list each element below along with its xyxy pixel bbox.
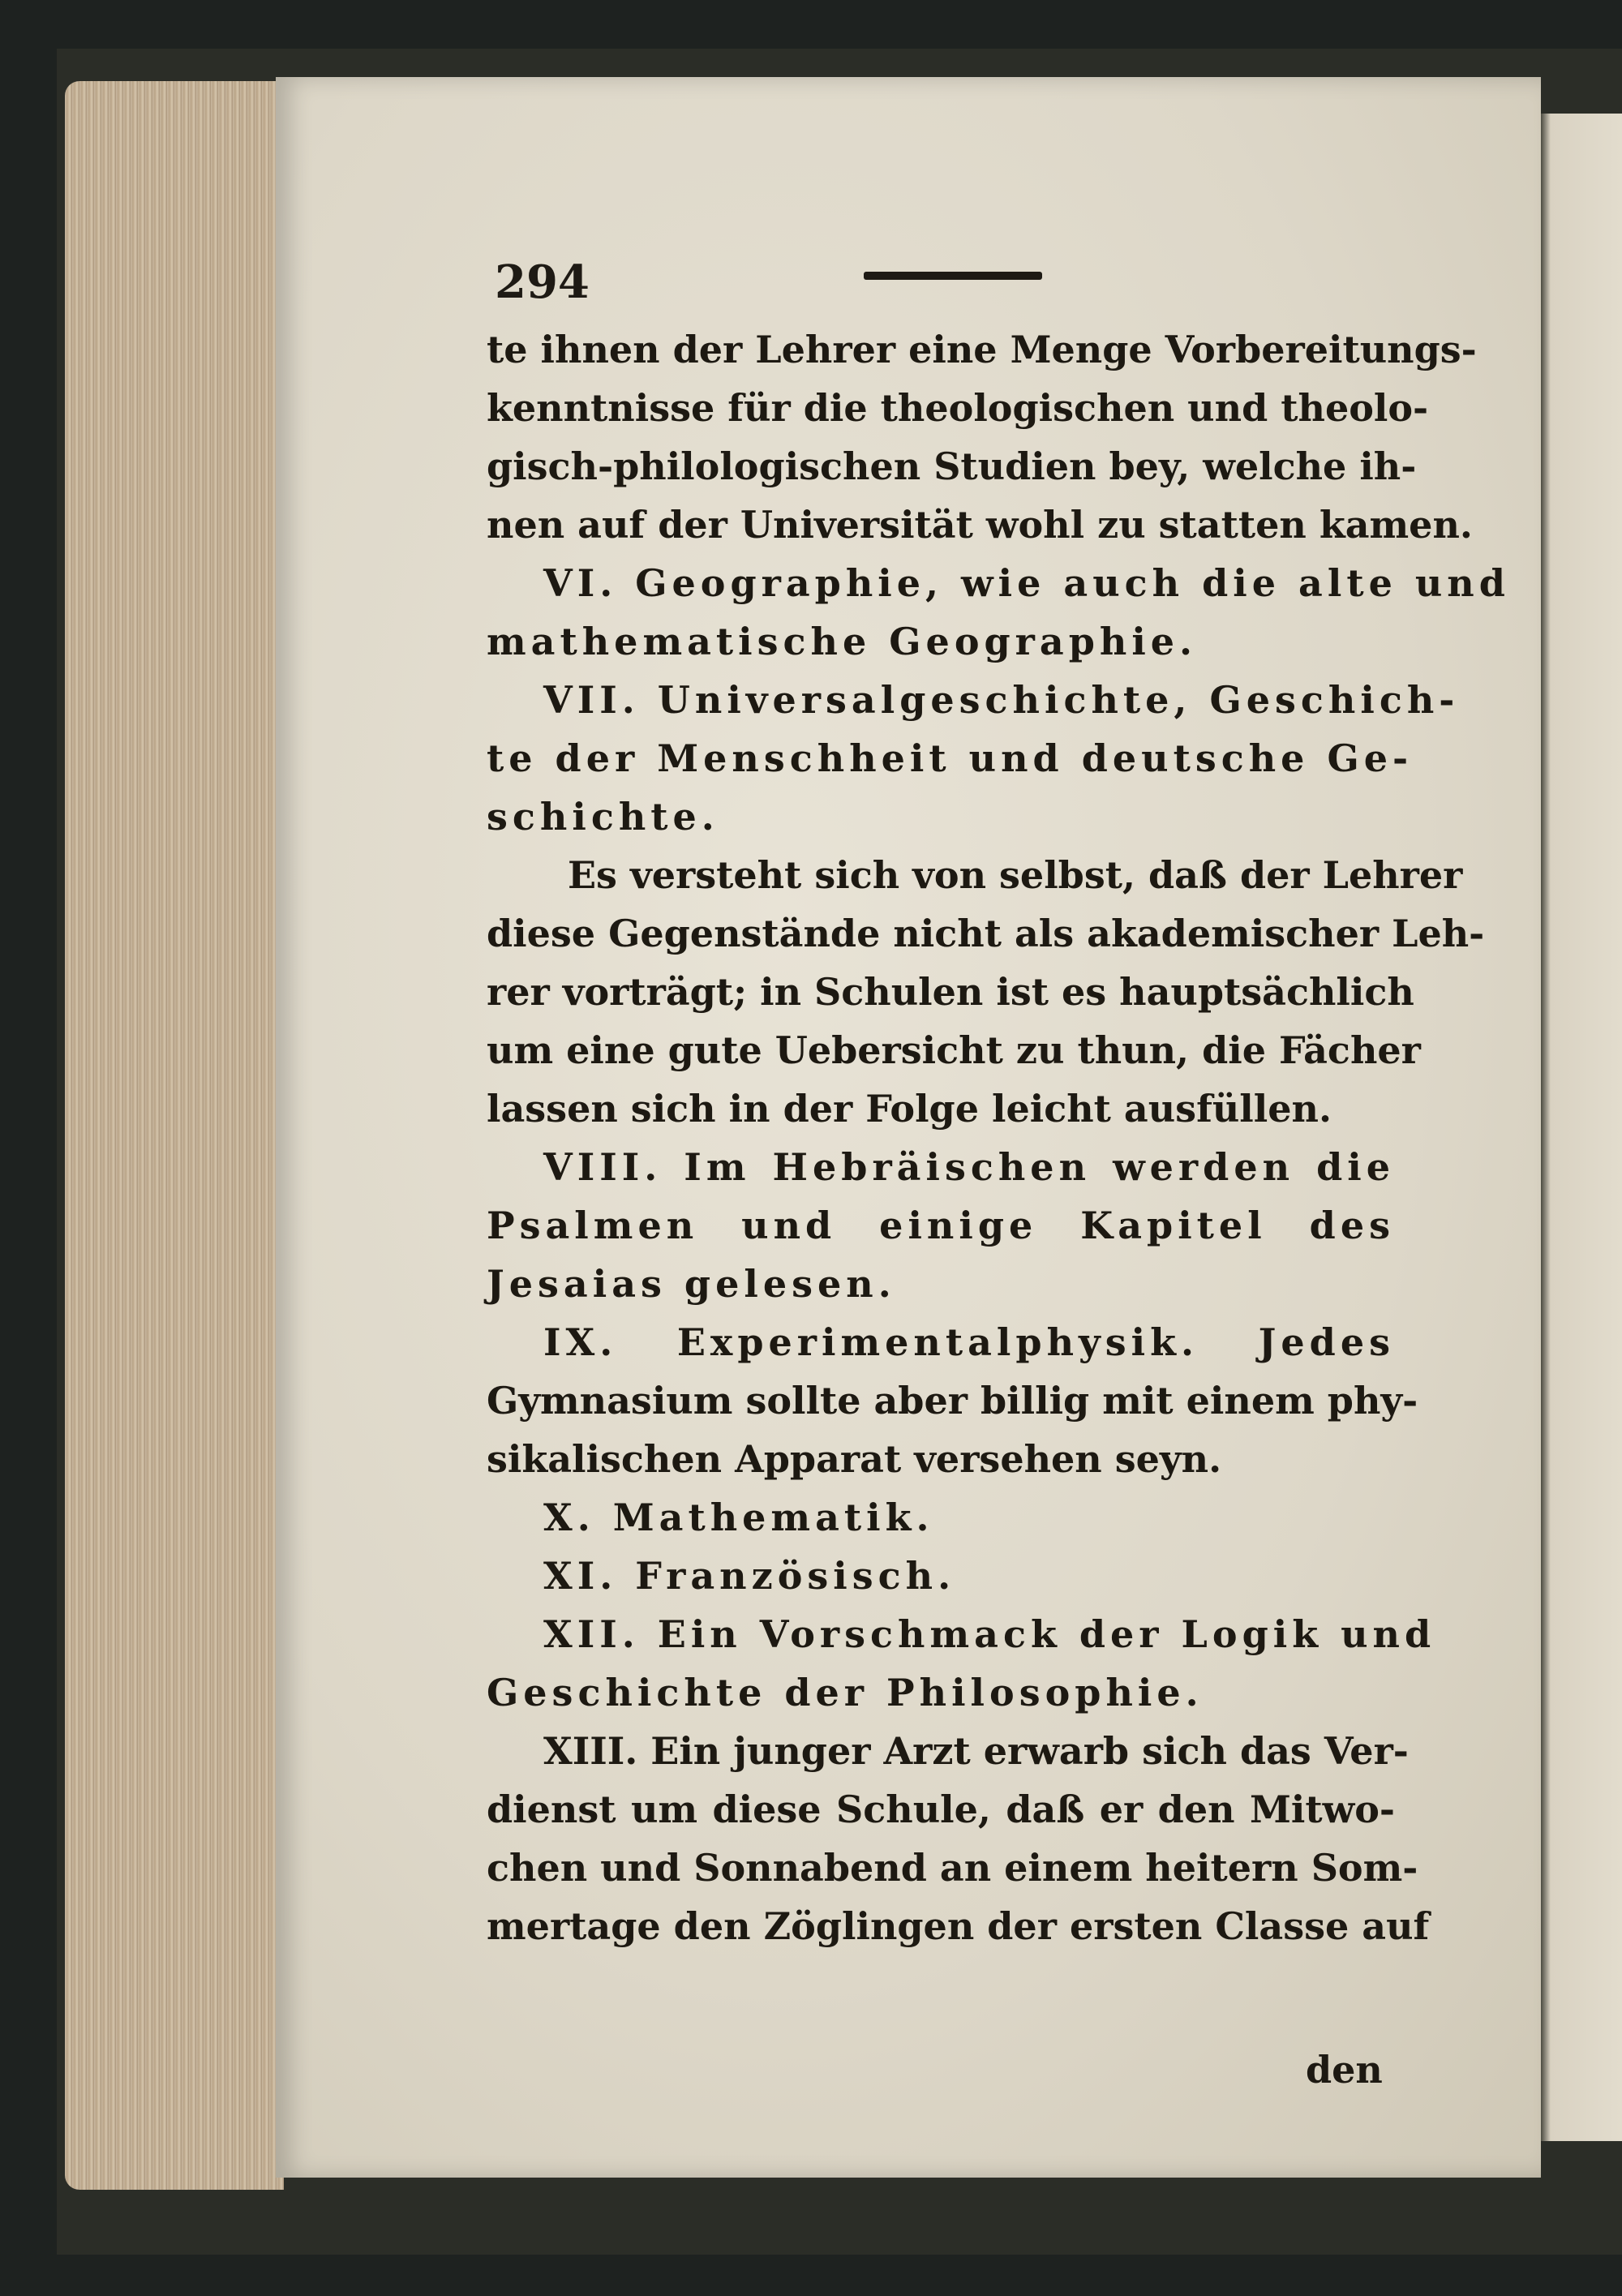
text-line: VI. Geographie, wie auch die alte und bbox=[543, 561, 1510, 605]
text-line: Geschichte der Philosophie. bbox=[487, 1671, 1204, 1714]
text-line: nen auf der Universität wohl zu statten kamen. bbox=[487, 503, 1473, 547]
text-line: rer vorträgt; in Schulen ist es hauptsächlich bbox=[487, 970, 1414, 1014]
header-rule bbox=[864, 272, 1042, 280]
page-header bbox=[495, 255, 1062, 309]
text-line: gisch-philologischen Studien bey, welche ih- bbox=[487, 444, 1417, 488]
text-line: mathematische Geographie. bbox=[487, 620, 1198, 663]
text-line: te ihnen der Lehrer eine Menge Vorbereitungs- bbox=[487, 328, 1477, 371]
text-line: IX. Experimentalphysik. Jedes bbox=[543, 1320, 1395, 1364]
text-line: sikalischen Apparat versehen seyn. bbox=[487, 1437, 1222, 1481]
catchword: den bbox=[1306, 2048, 1383, 2092]
text-line: te der Menschheit und deutsche Ge- bbox=[487, 736, 1414, 780]
text-line: XIII. Ein junger Arzt erwarb sich das Ver- bbox=[543, 1729, 1409, 1773]
text-line: schichte. bbox=[487, 795, 719, 839]
facing-page-edge bbox=[1541, 114, 1622, 2141]
text-line: um eine gute Uebersicht zu thun, die Fächer bbox=[487, 1028, 1421, 1072]
text-line: VIII. Im Hebräischen werden die bbox=[543, 1145, 1395, 1189]
page-text bbox=[487, 320, 1510, 1955]
text-line: mertage den Zöglingen der ersten Classe auf bbox=[487, 1904, 1430, 1948]
text-line: XI. Französisch. bbox=[543, 1554, 956, 1598]
text-line: dienst um diese Schule, daß er den Mitwo- bbox=[487, 1787, 1395, 1831]
text-line: Gymnasium sollte aber billig mit einem phy- bbox=[487, 1379, 1418, 1423]
text-line: VII. Universalgeschichte, Geschich- bbox=[543, 678, 1460, 722]
page-edges bbox=[65, 81, 284, 2190]
text-line: Es versteht sich von selbst, daß der Lehrer bbox=[568, 853, 1463, 897]
page-number: 294 bbox=[495, 255, 590, 309]
text-line: Jesaias gelesen. bbox=[487, 1262, 896, 1306]
text-line: chen und Sonnabend an einem heitern Som- bbox=[487, 1846, 1418, 1890]
text-line: XII. Ein Vorschmack der Logik und bbox=[543, 1612, 1436, 1656]
text-line: diese Gegenstände nicht als akademischer Leh- bbox=[487, 912, 1485, 955]
text-line: X. Mathematik. bbox=[543, 1496, 934, 1539]
text-line: Psalmen und einige Kapitel des bbox=[487, 1204, 1395, 1247]
text-line: kenntnisse für die theologischen und theolo- bbox=[487, 386, 1429, 430]
text-line: lassen sich in der Folge leicht ausfüllen. bbox=[487, 1087, 1332, 1131]
